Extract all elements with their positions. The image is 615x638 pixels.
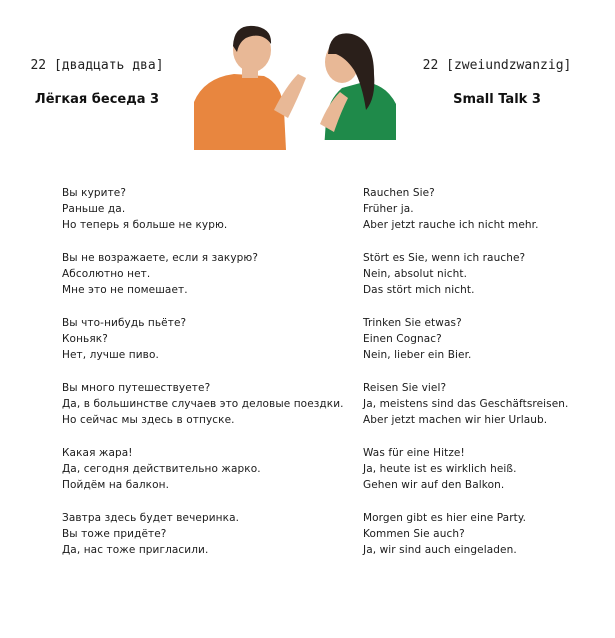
phrase-de: Kommen Sie auch? <box>363 528 465 540</box>
phrase-ru: Мне это не помешает. <box>62 284 188 296</box>
phrase-ru: Вы тоже придёте? <box>62 528 167 540</box>
phrase-group <box>62 315 352 363</box>
phrase-group <box>363 380 603 428</box>
header-right <box>412 58 582 107</box>
phrase-de: Ja, wir sind auch eingeladen. <box>363 544 517 556</box>
phrase-de: Nein, lieber ein Bier. <box>363 349 472 361</box>
phrase-de: Ja, meistens sind das Geschäftsreisen. <box>363 398 569 410</box>
phrase-group <box>62 250 352 298</box>
phrase-de: Früher ja. <box>363 203 414 215</box>
phrase-group <box>62 510 352 558</box>
phrase-ru: Вы много путешествуете? <box>62 382 211 394</box>
two-people-talking-image <box>194 14 396 150</box>
lesson-number-de: 22 [zweiundzwanzig] <box>422 58 572 73</box>
phrase-ru: Завтра здесь будет вечеринка. <box>62 512 240 524</box>
phrase-ru: Пойдём на балкон. <box>62 479 170 491</box>
phrase-de: Nein, absolut nicht. <box>363 268 468 280</box>
phrase-ru: Нет, лучше пиво. <box>62 349 159 361</box>
phrase-de: Aber jetzt rauche ich nicht mehr. <box>363 219 539 231</box>
lesson-title-de: Small Talk 3 <box>453 92 541 107</box>
phrase-ru: Но сейчас мы здесь в отпуске. <box>62 414 235 426</box>
phrase-ru: Абсолютно нет. <box>62 268 151 280</box>
phrase-group <box>62 380 352 428</box>
german-column <box>363 185 603 575</box>
lesson-number-ru: 22 [двадцать два] <box>30 58 164 73</box>
russian-column <box>62 185 352 575</box>
phrase-group <box>363 185 603 233</box>
phrase-group <box>363 510 603 558</box>
header-left <box>12 58 182 107</box>
phrase-ru: Какая жара! <box>62 447 133 459</box>
phrase-ru: Вы не возражаете, если я закурю? <box>62 252 259 264</box>
conversation-illustration <box>194 14 396 150</box>
phrase-de: Das stört mich nicht. <box>363 284 475 296</box>
phrase-ru: Раньше да. <box>62 203 126 215</box>
phrase-group <box>62 445 352 493</box>
phrase-de: Stört es Sie, wenn ich rauche? <box>363 252 526 264</box>
phrase-ru: Но теперь я больше не курю. <box>62 219 228 231</box>
phrase-de: Gehen wir auf den Balkon. <box>363 479 505 491</box>
phrase-de: Reisen Sie viel? <box>363 382 447 394</box>
phrase-group <box>363 315 603 363</box>
phrase-de: Was für eine Hitze! <box>363 447 465 459</box>
phrase-de: Einen Cognac? <box>363 333 442 345</box>
phrase-de: Ja, heute ist es wirklich heiß. <box>363 463 517 475</box>
phrase-ru: Вы курите? <box>62 187 127 199</box>
phrase-ru: Коньяк? <box>62 333 108 345</box>
phrase-de: Rauchen Sie? <box>363 187 435 199</box>
phrase-ru: Да, в большинстве случаев это деловые поездки. <box>62 398 344 410</box>
phrase-group <box>62 185 352 233</box>
phrase-ru: Да, сегодня действительно жарко. <box>62 463 261 475</box>
phrase-group <box>363 250 603 298</box>
phrase-de: Morgen gibt es hier eine Party. <box>363 512 527 524</box>
phrase-group <box>363 445 603 493</box>
phrase-ru: Да, нас тоже пригласили. <box>62 544 209 556</box>
lesson-title-ru: Лёгкая беседа 3 <box>34 92 160 107</box>
phrase-de: Trinken Sie etwas? <box>363 317 462 329</box>
phrase-ru: Вы что-нибудь пьёте? <box>62 317 187 329</box>
man-shirt <box>194 74 286 150</box>
phrase-de: Aber jetzt machen wir hier Urlaub. <box>363 414 548 426</box>
